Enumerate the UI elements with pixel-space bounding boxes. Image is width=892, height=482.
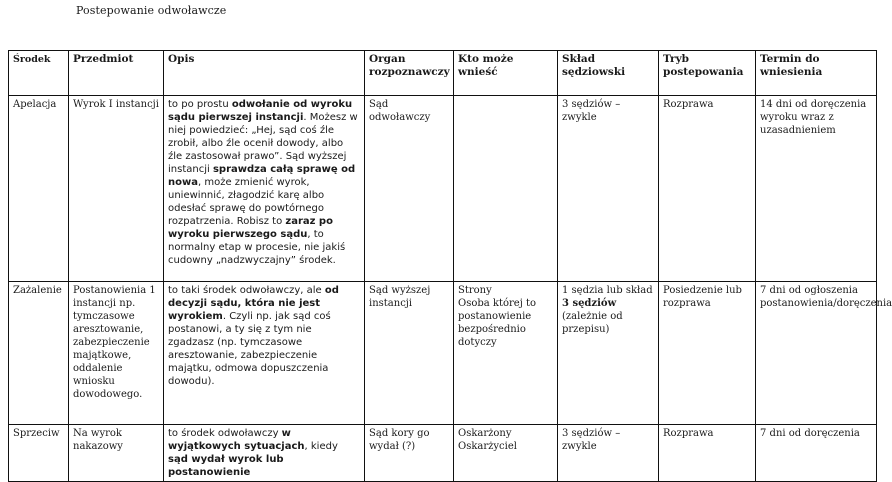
header-tryb: Tryb postepowania [659, 51, 756, 96]
cell-przedmiot: Wyrok I instancji [69, 96, 164, 282]
table-row [9, 425, 877, 482]
cell-opis [164, 425, 365, 482]
text-run: (zależnie od przepisu) [562, 311, 623, 335]
cell-tryb: Posiedzenie lub rozprawa [659, 282, 756, 425]
cell-opis [164, 282, 365, 425]
bold-text: sąd wydał wyrok lub postanowienie [168, 454, 284, 478]
bold-text: sprawdza całą sprawę od nowa [168, 164, 356, 188]
header-termin: Termin do wniesienia [756, 51, 877, 96]
cell-line: Osoba której to postanowienie bezpośrednio dotyczy [458, 298, 537, 348]
text-run: . Możesz w niej powiedzieć: „Hej, sąd coś źle zrobił, albo źle ocenił dowody, albo źle zastosował prawo”. Sąd wyższej instancji [168, 112, 358, 175]
cell-organ: Sąd kory go wydał (?) [365, 425, 454, 482]
cell-srodek: Apelacja [9, 96, 69, 282]
cell-sklad [558, 282, 659, 425]
text-run: to taki środek odwoławczy, ale [168, 285, 325, 296]
header-kto: Kto może wnieść [454, 51, 558, 96]
bold-text: odwołanie od wyroku sądu pierwszej instancji [168, 99, 353, 123]
table-row [9, 282, 877, 425]
cell-sklad [558, 96, 659, 282]
text-run: to po prostu [168, 99, 232, 110]
cell-organ: Sąd wyższej instancji [365, 282, 454, 425]
text-run: 3 sędziów – zwykle [562, 99, 621, 123]
cell-opis [164, 96, 365, 282]
cell-line: Oskarżyciel [458, 441, 517, 452]
text-run: 1 sędzia lub skład [562, 285, 653, 296]
cell-kto [454, 282, 558, 425]
cell-przedmiot: Na wyrok nakazowy [69, 425, 164, 482]
bold-text: 3 sędziów [562, 298, 617, 309]
cell-termin: 7 dni od doręczenia [756, 425, 877, 482]
header-przedmiot: Przedmiot [69, 51, 164, 96]
text-run: , to normalny etap w procesie, nie jakiś cudowny „nadzwyczajny” środek. [168, 229, 346, 266]
cell-przedmiot: Postanowienia 1 instancji np. tymczasowe aresztowanie, zabezpieczenie majątkowe, oddalenie wniosku dowodowego. [69, 282, 164, 425]
header-srodek: Środek [9, 51, 69, 96]
cell-kto [454, 96, 558, 282]
cell-tryb: Rozprawa [659, 425, 756, 482]
cell-srodek: Zażalenie [9, 282, 69, 425]
text-run: . Czyli np. jak sąd coś postanowi, a ty się z tym nie zgadzasz (np. tymczasowe aresztowanie, zabezpieczenie majątku, odmowa dopuszczenia dowodu). [168, 311, 331, 387]
header-organ: Organ rozpoznawczy [365, 51, 454, 96]
cell-termin: 7 dni od ogłoszenia postanowienia/doręczenia [756, 282, 877, 425]
bold-text: w wyjątkowych sytuacjach [168, 428, 305, 452]
cell-organ: Sąd odwoławczy [365, 96, 454, 282]
table-row [9, 96, 877, 282]
cell-line: Strony [458, 285, 492, 296]
text-run: to środek odwoławczy [168, 428, 282, 439]
procedure-table [8, 50, 892, 482]
cell-line: Oskarżony [458, 428, 512, 439]
header-row [9, 51, 877, 96]
cell-kto [454, 425, 558, 482]
cell-termin: 14 dni od doręczenia wyroku wraz z uzasadnieniem [756, 96, 877, 282]
cell-srodek: Sprzeciw [9, 425, 69, 482]
text-run: 3 sędziów – zwykle [562, 428, 621, 452]
bold-text: zaraz po wyroku pierwszego sądu [168, 216, 333, 240]
document-title: Postepowanie odwoławcze [76, 4, 227, 17]
cell-tryb: Rozprawa [659, 96, 756, 282]
header-opis: Opis [164, 51, 365, 96]
bold-text: od decyzji sądu, która nie jest wyrokiem [168, 285, 339, 322]
text-run: , kiedy [304, 441, 338, 452]
cell-sklad [558, 425, 659, 482]
text-run: , może zmienić wyrok, uniewinnić, złagodzić karę albo odesłać sprawę do powtórnego rozpatrzenia. Robisz to [168, 177, 325, 227]
header-sklad: Skład sędziowski [558, 51, 659, 96]
